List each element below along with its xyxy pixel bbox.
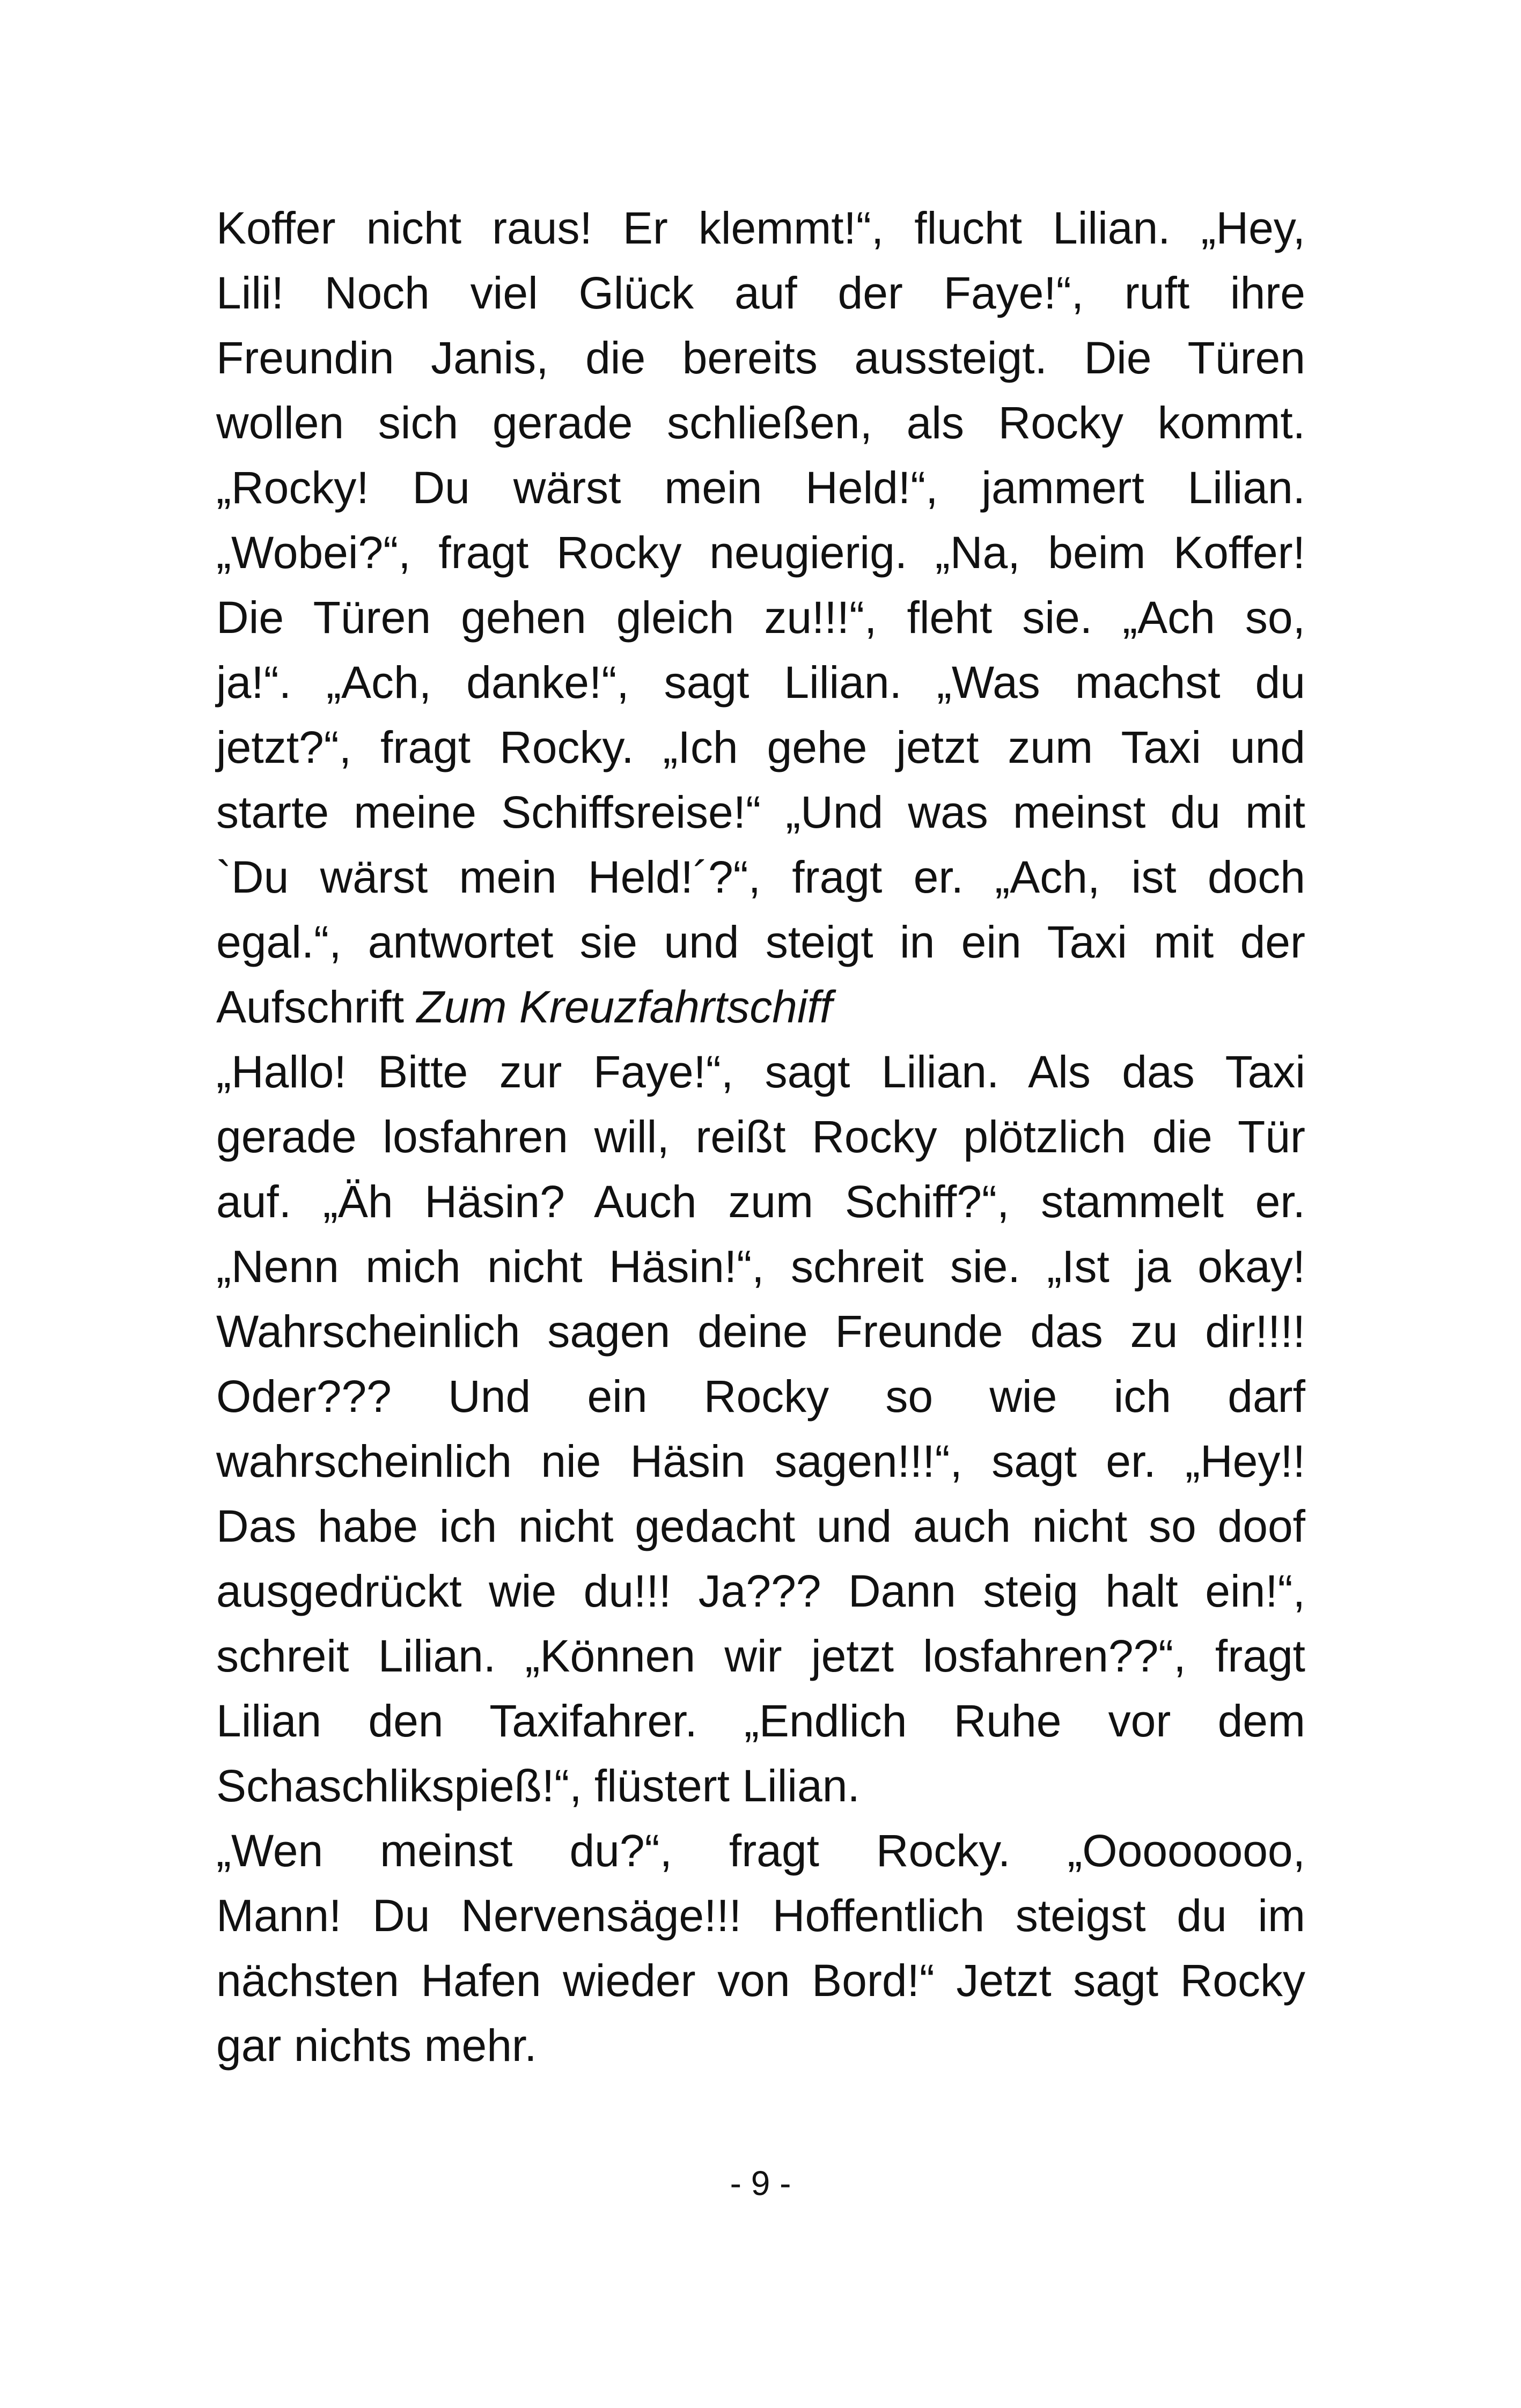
text-line: jetzt?“, fragt Rocky. „Ich gehe jetzt zum Taxi und — [216, 722, 1305, 772]
text-line: Oder??? Und ein Rocky so wie ich darf — [216, 1371, 1305, 1422]
text-line: ja!“. „Ach, danke!“, sagt Lilian. „Was machst du — [216, 657, 1305, 708]
taxi-sign-text: Zum Kreuzfahrtschiff — [416, 982, 833, 1032]
text-line: Mann! Du Nervensäge!!! Hoffentlich steigst du im — [216, 1890, 1305, 1941]
text-line: „Hallo! Bitte zur Faye!“, sagt Lilian. Als das Taxi — [216, 1047, 1305, 1097]
body-text — [216, 196, 1305, 2078]
text-line: `Du wärst mein Held!´?“, fragt er. „Ach, ist doch — [216, 852, 1305, 902]
text-line: nächsten Hafen wieder von Bord!“ Jetzt sagt Rocky — [216, 1955, 1305, 2006]
text-line-with-title — [216, 975, 1305, 1040]
text-line: Koffer nicht raus! Er klemmt!“, flucht Lilian. „Hey, — [216, 203, 1305, 253]
text-line: ausgedrückt wie du!!! Ja??? Dann steig halt ein!“, — [216, 1566, 1305, 1616]
text-line: „Nenn mich nicht Häsin!“, schreit sie. „Ist ja okay! — [216, 1241, 1305, 1292]
text-line: Lili! Noch viel Glück auf der Faye!“, ruft ihre — [216, 268, 1305, 318]
text-line: Die Türen gehen gleich zu!!!“, fleht sie. „Ach so, — [216, 592, 1305, 643]
text-line: „Wen meinst du?“, fragt Rocky. „Oooooooo, — [216, 1825, 1305, 1876]
text-line: „Wobei?“, fragt Rocky neugierig. „Na, beim Koffer! — [216, 527, 1305, 578]
text-line: starte meine Schiffsreise!“ „Und was meinst du mit — [216, 787, 1305, 837]
text-line: egal.“, antwortet sie und steigt in ein Taxi mit der — [216, 917, 1305, 967]
text-line: auf. „Äh Häsin? Auch zum Schiff?“, stammelt er. — [216, 1176, 1305, 1227]
text-line: Wahrscheinlich sagen deine Freunde das zu dir!!!! — [216, 1306, 1305, 1357]
text-line: Das habe ich nicht gedacht und auch nicht so doof — [216, 1501, 1305, 1551]
text-line: Schaschlikspieß!“, flüstert Lilian. — [216, 1761, 860, 1811]
page-number: - 9 - — [730, 2164, 791, 2203]
text-line: „Rocky! Du wärst mein Held!“, jammert Lilian. — [216, 462, 1305, 513]
text-line: Lilian den Taxifahrer. „Endlich Ruhe vor dem — [216, 1696, 1305, 1746]
text-line: wahrscheinlich nie Häsin sagen!!!“, sagt er. „Hey!! — [216, 1436, 1305, 1486]
text-line: wollen sich gerade schließen, als Rocky kommt. — [216, 397, 1305, 448]
text-line: Freundin Janis, die bereits aussteigt. Die Türen — [216, 333, 1305, 383]
text-line: schreit Lilian. „Können wir jetzt losfahren??“, fragt — [216, 1631, 1305, 1681]
text-line: gerade losfahren will, reißt Rocky plötzlich die Tür — [216, 1111, 1305, 1162]
text-line: gar nichts mehr. — [216, 2020, 537, 2071]
text-segment: Aufschrift — [216, 982, 417, 1032]
